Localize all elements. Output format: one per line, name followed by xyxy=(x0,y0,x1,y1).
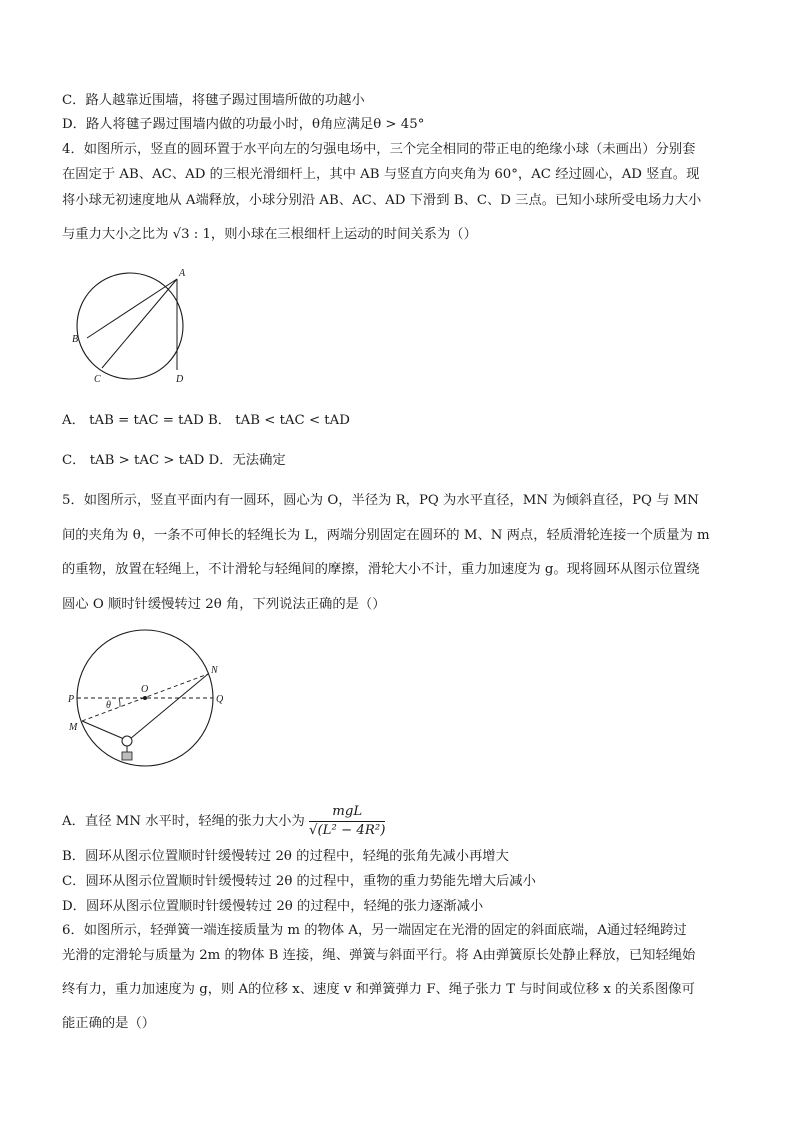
q5-fraction-denominator: √(L² − 4R²) xyxy=(309,823,386,838)
q5-label-n: N xyxy=(211,665,218,676)
q6-stem-line-2: 光滑的定滑轮与质量为 2m 的物体 B 连接，绳、弹簧与斜面平行。将 A由弹簧原长处静止释放，已知轻绳始 xyxy=(62,948,696,963)
q5-option-b: B．圆环从图示位置顺时针缓慢转过 2θ 的过程中，轻绳的张角先减小再增大 xyxy=(62,849,509,864)
q5-option-a-text: A．直径 MN 水平时，轻绳的张力大小为 xyxy=(62,814,305,829)
q4-label-c: C xyxy=(94,374,101,385)
q6-stem-line-1: 6．如图所示，轻弹簧一端连接质量为 m 的物体 A，另一端固定在光滑的固定的斜面底端，A通过轻绳跨过 xyxy=(62,923,687,938)
q5-label-p: P xyxy=(68,694,75,705)
q4-stem-line-4: 与重力大小之比为 √3 : 1，则小球在三根细杆上运动的时间关系为（） xyxy=(62,227,477,242)
q5-option-a-fraction xyxy=(309,803,385,840)
q4-stem-line-1: 4．如图所示，竖直的圆环置于水平向左的匀强电场中，三个完全相同的带正电的绝缘小球（未画出）分别套 xyxy=(62,142,696,157)
q5-label-m: M xyxy=(69,722,78,733)
q4-stem-line-3: 将小球无初速度地从 A端释放，小球分别沿 AB、AC、AD 下滑到 B、C、D 三点。已知小球所受电场力大小 xyxy=(62,193,702,208)
q4-label-d: D xyxy=(176,374,184,385)
q5-ring-figure xyxy=(66,628,226,768)
q5-stem-line-2: 间的夹角为 θ，一条不可伸长的轻绳长为 L，两端分别固定在圆环的 M、N 两点，轻质滑轮连接一个质量为 m xyxy=(62,528,710,543)
q5-label-q: Q xyxy=(216,694,224,705)
q5-stem-line-3: 的重物，放置在轻绳上，不计滑轮与轻绳间的摩擦，滑轮大小不计，重力加速度为 g。现将圆环从图示位置绕 xyxy=(62,562,700,577)
q5-label-o: O xyxy=(141,684,149,695)
q5-fraction-numerator: mgL xyxy=(309,803,385,822)
q4-options-cd: C． tAB > tAC > tAD D．无法确定 xyxy=(62,453,286,468)
q3-option-d: D．路人将毽子踢过围墙内做的功最小时，θ角应满足θ > 45° xyxy=(62,117,425,132)
q5-stem-line-4: 圆心 O 顺时针缓慢转过 2θ 角，下列说法正确的是（） xyxy=(62,597,386,612)
q6-stem-line-4: 能正确的是（） xyxy=(62,1016,156,1031)
q5-option-d: D．圆环从图示位置顺时针缓慢转过 2θ 的过程中，轻绳的张力逐渐减小 xyxy=(62,899,484,914)
q5-option-c: C．圆环从图示位置顺时针缓慢转过 2θ 的过程中，重物的重力势能先增大后减小 xyxy=(62,874,536,889)
q4-circle-figure xyxy=(70,262,200,390)
q4-stem-line-2: 在固定于 AB、AC、AD 的三根光滑细杆上，其中 AB 与竖直方向夹角为 60°，AC 经过圆心，AD 竖直。现 xyxy=(62,167,700,182)
q5-stem-line-1: 5．如图所示，竖直平面内有一圆环，圆心为 O，半径为 R，PQ 为水平直径，MN 为倾斜直径，PQ 与 MN xyxy=(62,493,699,508)
q6-stem-line-3: 终有力，重力加速度为 g，则 A的位移 x、速度 v 和弹簧弹力 F、绳子张力 T 与时间或位移 x 的关系图像可 xyxy=(62,982,695,997)
q4-label-a: A xyxy=(179,268,186,279)
q4-options-ab: A． tAB = tAC = tAD B． tAB < tAC < tAD xyxy=(62,413,350,428)
q5-option-a xyxy=(62,803,385,840)
q4-label-b: B xyxy=(72,334,79,345)
q3-option-c: C．路人越靠近围墙，将毽子踢过围墙所做的功越小 xyxy=(62,93,365,108)
q5-label-theta: θ xyxy=(106,700,111,711)
